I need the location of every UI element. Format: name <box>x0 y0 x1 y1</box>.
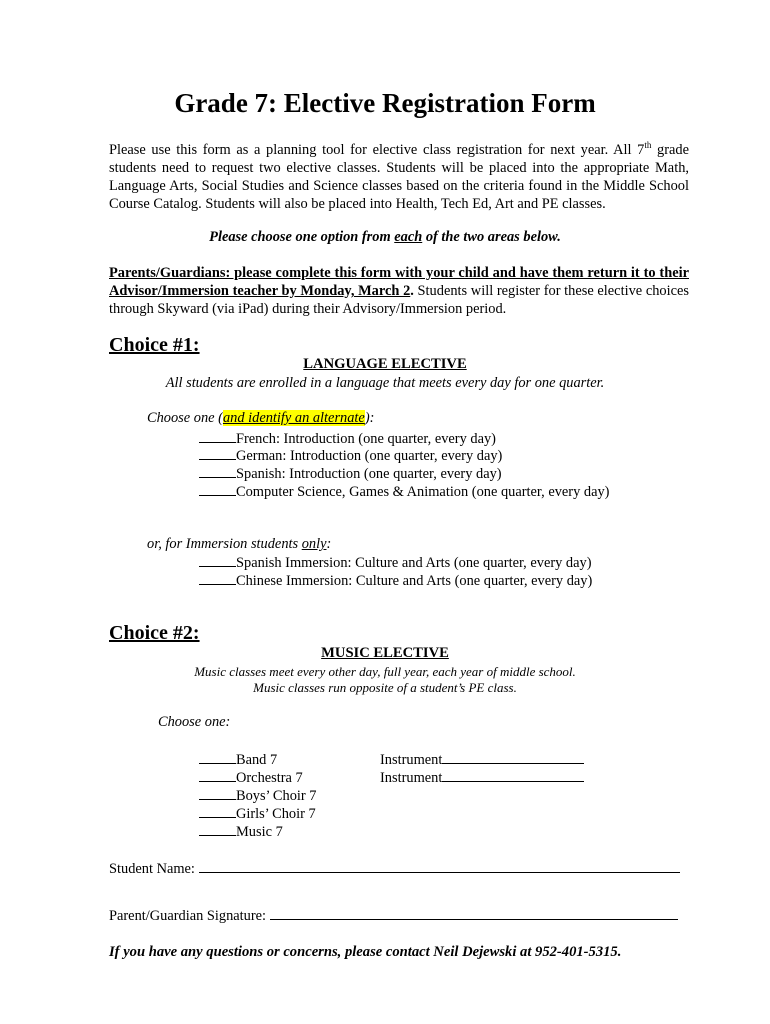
option-label: Spanish: Introduction (one quarter, every day) <box>236 466 502 482</box>
music-option-girls-choir[interactable] <box>199 804 316 823</box>
music-choose-one: Choose one: <box>158 714 231 730</box>
option-label: Orchestra 7 <box>236 770 303 786</box>
immersion-suffix: : <box>326 536 332 552</box>
instrument-label: Instrument <box>380 752 443 768</box>
music-option-boys-choir[interactable] <box>199 786 316 805</box>
option-label: French: Introduction (one quarter, every day) <box>236 431 496 447</box>
parent-signature-blank[interactable] <box>270 906 678 920</box>
choice2-heading: Choice #2: <box>109 622 200 644</box>
option-label: Chinese Immersion: Culture and Arts (one quarter, every day) <box>236 573 593 589</box>
option-label: Girls’ Choir 7 <box>236 806 316 822</box>
alternate-highlight: and identify an alternate <box>222 410 365 426</box>
option-label: Computer Science, Games & Animation (one quarter, every day) <box>236 484 610 500</box>
music-elective-note2: Music classes run opposite of a student’s PE class. <box>253 680 517 695</box>
parents-bold-text: Parents/Guardians: please complete this form with your child and have them return it to their Advisor/Immersion teacher by Monday, March 2 <box>109 265 689 299</box>
student-name-label: Student Name: <box>109 861 195 877</box>
instrument-blank[interactable] <box>442 750 584 764</box>
choice1-heading: Choice #1: <box>109 334 200 356</box>
selection-blank[interactable] <box>199 750 236 764</box>
parents-period: . <box>410 283 414 299</box>
selection-blank[interactable] <box>199 822 236 836</box>
parents-rest-text: Students will register for these elective choices through Skyward (via iPad) during their Advisory/Immersion period. <box>109 283 689 317</box>
language-option-computer-science[interactable] <box>199 482 609 501</box>
selection-blank[interactable] <box>199 553 236 567</box>
option-label: Spanish Immersion: Culture and Arts (one quarter, every day) <box>236 555 592 571</box>
selection-blank[interactable] <box>199 482 236 496</box>
student-name-field[interactable] <box>109 859 680 878</box>
instrument-field-band[interactable] <box>380 750 584 769</box>
intro-text-part1: Please use this form as a planning tool for elective class registration for next year. All 7 <box>109 141 645 158</box>
instrument-blank[interactable] <box>442 768 584 782</box>
instruction-emphasis: each <box>394 229 423 245</box>
music-elective-title: MUSIC ELECTIVE <box>321 645 449 661</box>
instruction-after: of the two areas below. <box>422 229 561 245</box>
instrument-field-orchestra[interactable] <box>380 768 584 787</box>
parent-signature-label: Parent/Guardian Signature: <box>109 908 267 924</box>
option-label: Music 7 <box>236 824 283 840</box>
option-label: German: Introduction (one quarter, every day) <box>236 448 503 464</box>
music-elective-note1: Music classes meet every other day, full year, each year of middle school. <box>194 664 576 679</box>
music-option-orchestra[interactable] <box>199 768 303 787</box>
selection-blank[interactable] <box>199 786 236 800</box>
form-title: Grade 7: Elective Registration Form <box>174 88 596 118</box>
selection-blank[interactable] <box>199 446 236 460</box>
instruction-line <box>0 229 770 246</box>
intro-text-part2: grade students need to request two elective classes. Students will be placed into the appropriate Math, Language Arts, Social Studies and Science classes based on the criteria found in the Middle School Course Catalog. Students will also be placed into Health, Tech Ed, Art and PE classes. <box>109 141 689 212</box>
intro-paragraph <box>109 136 689 213</box>
selection-blank[interactable] <box>199 804 236 818</box>
choose-prefix: Choose one ( <box>147 410 223 426</box>
student-name-blank[interactable] <box>199 859 680 873</box>
contact-footer: If you have any questions or concerns, please contact Neil Dejewski at 952-401-5315. <box>109 944 622 960</box>
choose-suffix: ): <box>364 410 375 426</box>
music-option-band[interactable] <box>199 750 277 769</box>
music-option-music[interactable] <box>199 822 283 841</box>
immersion-option-spanish[interactable] <box>199 553 592 572</box>
language-elective-note: All students are enrolled in a language that meets every day for one quarter. <box>165 375 605 391</box>
immersion-option-chinese[interactable] <box>199 571 592 590</box>
parent-signature-field[interactable] <box>109 906 678 925</box>
language-option-german[interactable] <box>199 446 502 465</box>
instrument-label: Instrument <box>380 770 443 786</box>
language-option-spanish[interactable] <box>199 464 502 483</box>
selection-blank[interactable] <box>199 571 236 585</box>
language-elective-title: LANGUAGE ELECTIVE <box>303 356 467 372</box>
immersion-prefix: or, for Immersion students <box>147 536 302 552</box>
selection-blank[interactable] <box>199 429 236 443</box>
instruction-before: Please choose one option from <box>209 229 395 245</box>
immersion-emphasis: only <box>301 536 327 552</box>
selection-blank[interactable] <box>199 464 236 478</box>
selection-blank[interactable] <box>199 768 236 782</box>
option-label: Boys’ Choir 7 <box>236 788 317 804</box>
choose-one-alternate <box>147 410 374 427</box>
parents-paragraph <box>109 264 689 318</box>
option-label: Band 7 <box>236 752 278 768</box>
immersion-line <box>147 536 331 553</box>
intro-superscript: th <box>644 140 652 150</box>
